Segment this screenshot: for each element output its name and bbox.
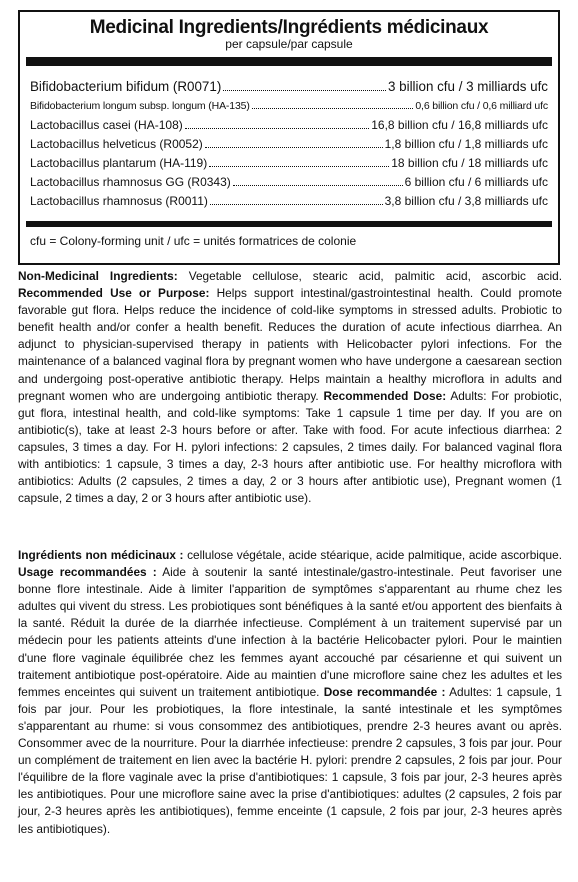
ingredient-name: Lactobacillus plantarum (HA-119) (30, 156, 208, 170)
ingredient-row (30, 154, 548, 173)
nonmed-label-fr: Ingrédients non médicinaux : (18, 548, 184, 562)
ingredient-name: Bifidobacterium bifidum (R0071) (30, 79, 222, 94)
ingredient-name: Bifidobacterium longum subsp. longum (HA-135) (30, 100, 250, 112)
ingredient-amount: 16,8 billion cfu / 16,8 milliards ufc (371, 118, 548, 132)
ingredient-row (30, 97, 548, 116)
dose-label-en: Recommended Dose: (323, 388, 447, 403)
ingredient-list (20, 66, 558, 211)
leader-dots (209, 166, 389, 167)
leader-dots (223, 90, 386, 91)
panel-subtitle: per capsule/par capsule (225, 37, 353, 51)
nonmed-label-en: Non-Medicinal Ingredients: (18, 269, 178, 283)
leader-dots (233, 185, 403, 186)
ingredient-row (30, 173, 548, 192)
nonmed-text-fr: cellulose végétale, acide stéarique, acide palmitique, acide ascorbique. (183, 548, 562, 562)
medicinal-ingredients-panel (18, 10, 560, 265)
dose-text-en: Adults: For probiotic, gut flora, intestinal health, and cold-like symptoms: Take 1 capsule 1 time per day. If you are on antibiotic(s), take at least 2-3 hours before or after. Take with food. For acute infectious diarrhea: 2 capsules, 3 times a day. For H. pylori infections: 2 capsules, 2 times daily. For balanced vaginal flora with antibiotics: 1 capsule, 3 times a day, 2-3 hours after antibiotic use. For healthy microflora with antibiotics: Adults (2 capsules, 2 times a day, 2 or 3 hours after antibiotic use), Pregnant women (1 capsule, 2 times a day, 2 or 3 hours after antibiotic use). (18, 388, 562, 506)
leader-dots (210, 204, 383, 205)
panel-title: Medicinal Ingredients/Ingrédients médicinaux (89, 17, 489, 38)
use-label-en: Recommended Use or Purpose: (18, 286, 210, 301)
ingredient-row (30, 116, 548, 135)
use-label-fr: Usage recommandées : (18, 565, 157, 580)
ingredient-amount: 18 billion cfu / 18 milliards ufc (391, 156, 548, 170)
nonmed-text-en: Vegetable cellulose, stearic acid, palmitic acid, ascorbic acid. (177, 269, 562, 283)
ingredient-name: Lactobacillus casei (HA-108) (30, 118, 183, 132)
use-text-en: Helps support intestinal/gastrointestinal health. Could promote favorable gut flora. Helps reduce the incidence of cold-like symptoms in stressed adults. Probiotic to benefit health and/or confer a health benefit. Reduces the duration of acute infectious diarrhea. An adjunct to physician-supervised therapy in patients with Helicobacter pylori infections. For the maintenance of a balanced vaginal flora by pregnant women who have undergone a caesarean section and undergoing post-operative antibiotic therapy. Helps maintain a healthy microflora in adults and pregnant women who are undergoing antibiotic therapy. (18, 286, 562, 403)
ingredient-amount: 3 billion cfu / 3 milliards ufc (387, 79, 548, 94)
thick-divider (26, 57, 552, 66)
ingredient-amount: 3,8 billion cfu / 3,8 milliards ufc (384, 194, 548, 208)
cfu-footnote: cfu = Colony-forming unit / ufc = unités formatrices de colonie (30, 234, 357, 248)
ingredient-amount: 1,8 billion cfu / 1,8 milliards ufc (384, 137, 548, 151)
dose-label-fr: Dose recommandée : (323, 684, 446, 699)
english-paragraph (18, 268, 562, 507)
ingredient-name: Lactobacillus rhamnosus (R0011) (30, 194, 208, 208)
ingredient-name: Lactobacillus helveticus (R0052) (30, 137, 203, 151)
use-text-fr: Aide à soutenir la santé intestinale/gastro-intestinale. Peut favoriser une bonne flore intestinale. Aide à limiter l'apparition de symptômes s'apparentant au rhume chez les adultes qui vivent du stress. Les probiotiques sont bénéfiques à la santé et/ou apportent des bienfaits à la santé. Réduit la durée de la diarrhée infectieuse. Complément à un traitement supervisé par un médecin pour les patients atteints d'une infection à la bactérie Helicobacter pylori. Pour le maintien d'une flore vaginale équilibrée chez les femmes ayant accouché par césarienne et qui suivent un traitement antibiotique post-opératoire. Aide au maintien d'une microflore saine chez les adultes et les femmes enceintes qui suivent un traitement antibiotique. (18, 565, 562, 699)
ingredient-row (30, 76, 548, 97)
ingredient-amount: 0,6 billion cfu / 0,6 milliard ufc (415, 100, 548, 112)
french-paragraph (18, 547, 562, 838)
leader-dots (205, 147, 383, 148)
ingredient-amount: 6 billion cfu / 6 milliards ufc (404, 175, 548, 189)
leader-dots (185, 128, 369, 129)
ingredient-row (30, 192, 548, 211)
leader-dots (252, 108, 414, 109)
ingredient-row (30, 135, 548, 154)
dose-text-fr: Adultes: 1 capsule, 1 fois par jour. Pour les probiotiques, la flore intestinale, la santé intestinale et les symptômes s'apparentant au rhume: si vous consommez des antibiotiques, prendre 2-3 heures avant ou après. Consommer avec de la nourriture. Pour la diarrhée infectieuse: prendre 2 capsules, 3 fois par jour. Pour un complément de traitement en lien avec la bactérie H. pylori: prendre 2 capsules, 2 fois par jour. Pour l'équilibre de la flore vaginale avec la prise d'antibiotiques: 1 capsule, 3 fois par jour, 2-3 heures après les antibiotiques. Pour une microflore saine avec la prise d'antibiotiques: adultes (2 capsules, 2 fois par jour, 2-3 heures après les antibiotiques), femme enceinte (1 capsule, 2 fois par jour, 2-3 heures après les antibiotiques). (18, 684, 562, 836)
ingredient-name: Lactobacillus rhamnosus GG (R0343) (30, 175, 231, 189)
